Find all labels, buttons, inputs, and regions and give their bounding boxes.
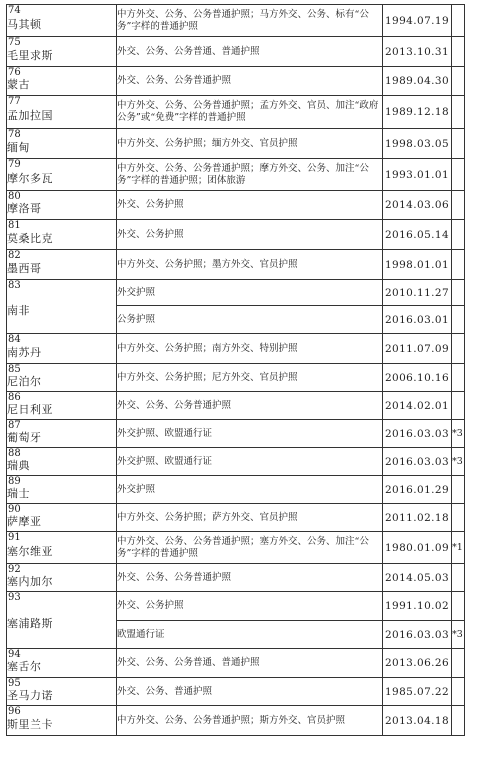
country-name: 塞尔维亚 xyxy=(7,544,53,558)
passport-types-cell: 欧盟通行证 xyxy=(117,621,383,649)
row-number: 83 xyxy=(8,280,21,291)
effective-date-cell: 2010.11.27 xyxy=(383,280,452,306)
country-cell xyxy=(7,191,117,220)
effective-date-cell: 1989.04.30 xyxy=(383,67,452,96)
effective-date-cell: 2014.03.06 xyxy=(383,191,452,220)
row-number: 86 xyxy=(8,392,21,403)
footnote-mark-cell xyxy=(452,5,465,37)
table-row xyxy=(7,67,465,96)
footnote-mark-cell xyxy=(452,678,465,706)
footnote-mark-cell xyxy=(452,306,465,334)
passport-types-cell: 外交、公务、公务普通、普通护照 xyxy=(117,37,383,67)
country-cell xyxy=(7,280,117,334)
country-cell xyxy=(7,5,117,37)
country-name: 葡萄牙 xyxy=(7,430,42,444)
country-name: 瑞典 xyxy=(7,458,30,472)
row-number: 93 xyxy=(8,592,21,603)
row-number: 89 xyxy=(8,476,21,487)
row-number: 95 xyxy=(8,678,21,689)
row-number: 75 xyxy=(8,37,21,48)
country-cell xyxy=(7,392,117,420)
country-cell xyxy=(7,504,117,532)
footnote-mark-cell xyxy=(452,592,465,621)
passport-types-cell: 外交、公务护照 xyxy=(117,220,383,250)
country-cell xyxy=(7,220,117,250)
passport-types-cell: 外交、公务、公务普通、普通护照 xyxy=(117,649,383,678)
country-cell xyxy=(7,706,117,736)
footnote-mark-cell xyxy=(452,476,465,504)
passport-types-cell: 外交、公务、公务普通护照 xyxy=(117,564,383,592)
row-number: 88 xyxy=(8,448,21,459)
table-row xyxy=(7,392,465,420)
table-row xyxy=(7,250,465,280)
table-row xyxy=(7,191,465,220)
row-number: 94 xyxy=(8,649,21,660)
footnote-mark-cell xyxy=(452,280,465,306)
passport-types-cell: 外交、公务、公务普通护照 xyxy=(117,392,383,420)
table-row xyxy=(7,280,465,306)
row-number: 84 xyxy=(8,334,21,345)
passport-types-cell: 公务护照 xyxy=(117,306,383,334)
row-number: 77 xyxy=(8,96,21,107)
country-cell xyxy=(7,532,117,564)
row-number: 85 xyxy=(8,364,21,375)
country-cell xyxy=(7,649,117,678)
row-number: 92 xyxy=(8,564,21,575)
effective-date-cell: 1991.10.02 xyxy=(383,592,452,621)
footnote-mark-cell xyxy=(452,334,465,364)
footnote-mark-cell xyxy=(452,159,465,191)
footnote-mark-cell xyxy=(452,37,465,67)
effective-date-cell: 2016.03.03 xyxy=(383,420,452,448)
country-name: 圣马力诺 xyxy=(7,688,53,702)
passport-types-cell: 外交护照、欧盟通行证 xyxy=(117,420,383,448)
country-name: 塞舌尔 xyxy=(7,660,42,673)
effective-date-cell: 1998.03.05 xyxy=(383,129,452,159)
passport-types-cell: 外交、公务护照 xyxy=(117,191,383,220)
row-number: 87 xyxy=(8,420,21,431)
country-cell xyxy=(7,592,117,649)
footnote-mark-cell xyxy=(452,67,465,96)
effective-date-cell: 2014.02.01 xyxy=(383,392,452,420)
table-row xyxy=(7,532,465,564)
country-name: 莫桑比克 xyxy=(7,231,53,245)
effective-date-cell: 2013.04.18 xyxy=(383,706,452,736)
effective-date-cell: 2011.07.09 xyxy=(383,334,452,364)
effective-date-cell: 1994.07.19 xyxy=(383,5,452,37)
passport-types-cell: 外交护照 xyxy=(117,280,383,306)
passport-types-cell: 外交、公务护照 xyxy=(117,592,383,621)
country-cell xyxy=(7,37,117,67)
passport-types-cell: 外交护照 xyxy=(117,476,383,504)
country-name: 蒙古 xyxy=(7,78,30,91)
country-name: 尼日利亚 xyxy=(7,402,53,416)
table-row xyxy=(7,504,465,532)
country-cell xyxy=(7,476,117,504)
passport-types-cell: 中方外交、公务护照；墨方外交、官员护照 xyxy=(117,250,383,280)
row-number: 74 xyxy=(8,5,21,16)
row-number: 79 xyxy=(8,159,21,170)
table-row xyxy=(7,129,465,159)
effective-date-cell: 2016.03.03 xyxy=(383,621,452,649)
passport-types-cell: 中方外交、公务护照；缅方外交、官员护照 xyxy=(117,129,383,159)
row-number: 91 xyxy=(8,532,21,543)
table-row xyxy=(7,678,465,706)
row-number: 81 xyxy=(8,220,21,231)
footnote-mark-cell: *1 xyxy=(452,532,465,564)
effective-date-cell: 1980.01.09 xyxy=(383,532,452,564)
table-row xyxy=(7,220,465,250)
passport-types-cell: 中方外交、公务、公务普通护照；塞方外交、公务、加注“公务”字样的普通护照 xyxy=(117,532,383,564)
effective-date-cell: 1985.07.22 xyxy=(383,678,452,706)
footnote-mark-cell xyxy=(452,504,465,532)
country-name: 瑞士 xyxy=(7,486,30,500)
table-row xyxy=(7,649,465,678)
country-name: 孟加拉国 xyxy=(7,109,53,122)
passport-types-cell: 外交、公务、普通护照 xyxy=(117,678,383,706)
passport-types-cell: 中方外交、公务护照；萨方外交、官员护照 xyxy=(117,504,383,532)
effective-date-cell: 2013.06.26 xyxy=(383,649,452,678)
passport-types-cell: 中方外交、公务护照；尼方外交、官员护照 xyxy=(117,364,383,392)
row-number: 96 xyxy=(8,706,21,717)
country-cell xyxy=(7,564,117,592)
table-row xyxy=(7,5,465,37)
country-cell xyxy=(7,334,117,364)
effective-date-cell: 1998.01.01 xyxy=(383,250,452,280)
country-cell xyxy=(7,96,117,129)
footnote-mark-cell xyxy=(452,250,465,280)
table-row xyxy=(7,37,465,67)
country-name: 萨摩亚 xyxy=(7,514,42,528)
footnote-mark-cell xyxy=(452,649,465,678)
footnote-mark-cell xyxy=(452,191,465,220)
country-name: 斯里兰卡 xyxy=(7,717,53,731)
country-cell xyxy=(7,129,117,159)
country-name: 塞内加尔 xyxy=(7,574,53,588)
country-name: 毛里求斯 xyxy=(7,48,53,62)
table-row xyxy=(7,592,465,621)
country-name: 南苏丹 xyxy=(7,345,42,359)
table-row xyxy=(7,564,465,592)
country-name: 尼泊尔 xyxy=(7,374,42,388)
footnote-mark-cell xyxy=(452,96,465,129)
effective-date-cell: 1989.12.18 xyxy=(383,96,452,129)
table-row xyxy=(7,159,465,191)
table-row xyxy=(7,420,465,448)
country-cell xyxy=(7,67,117,96)
passport-types-cell: 外交护照、欧盟通行证 xyxy=(117,448,383,476)
country-cell xyxy=(7,159,117,191)
row-number: 90 xyxy=(8,504,21,515)
effective-date-cell: 2006.10.16 xyxy=(383,364,452,392)
table-row xyxy=(7,476,465,504)
effective-date-cell: 2016.03.01 xyxy=(383,306,452,334)
table-row xyxy=(7,364,465,392)
country-name: 墨西哥 xyxy=(7,261,42,275)
passport-types-cell: 中方外交、公务、公务普通护照；摩方外交、公务、加注“公务”字样的普通护照；团体旅游 xyxy=(117,159,383,191)
footnote-mark-cell: *3 xyxy=(452,448,465,476)
table-row xyxy=(7,96,465,129)
effective-date-cell: 2016.05.14 xyxy=(383,220,452,250)
effective-date-cell: 2013.10.31 xyxy=(383,37,452,67)
footnote-mark-cell xyxy=(452,392,465,420)
country-name: 马其顿 xyxy=(7,17,42,31)
footnote-mark-cell xyxy=(452,364,465,392)
row-number: 78 xyxy=(8,129,21,140)
footnote-mark-cell: *3 xyxy=(452,621,465,649)
visa-exemption-table xyxy=(6,4,465,736)
passport-types-cell: 中方外交、公务、公务普通护照；马方外交、公务、标有“公务”字样的普通护照 xyxy=(117,5,383,37)
country-name: 南非 xyxy=(7,303,30,317)
effective-date-cell: 2011.02.18 xyxy=(383,504,452,532)
effective-date-cell: 1993.01.01 xyxy=(383,159,452,191)
country-name: 缅甸 xyxy=(7,140,30,154)
table-row xyxy=(7,448,465,476)
footnote-mark-cell xyxy=(452,220,465,250)
effective-date-cell: 2016.03.03 xyxy=(383,448,452,476)
passport-types-cell: 外交、公务、公务普通护照 xyxy=(117,67,383,96)
footnote-mark-cell xyxy=(452,564,465,592)
row-number: 82 xyxy=(8,250,21,261)
row-number: 76 xyxy=(8,67,21,78)
country-cell xyxy=(7,448,117,476)
effective-date-cell: 2016.01.29 xyxy=(383,476,452,504)
country-name: 摩洛哥 xyxy=(7,202,42,215)
country-cell xyxy=(7,420,117,448)
table-row xyxy=(7,706,465,736)
country-cell xyxy=(7,678,117,706)
passport-types-cell: 中方外交、公务、公务普通护照；孟方外交、官员、加注“政府公务”或“免费”字样的普通护照 xyxy=(117,96,383,129)
table-row xyxy=(7,334,465,364)
effective-date-cell: 2014.05.03 xyxy=(383,564,452,592)
footnote-mark-cell: *3 xyxy=(452,420,465,448)
row-number: 80 xyxy=(8,191,21,202)
passport-types-cell: 中方外交、公务护照；南方外交、特别护照 xyxy=(117,334,383,364)
country-name: 摩尔多瓦 xyxy=(7,171,53,185)
passport-types-cell: 中方外交、公务、公务普通护照；斯方外交、官员护照 xyxy=(117,706,383,736)
footnote-mark-cell xyxy=(452,129,465,159)
country-name: 塞浦路斯 xyxy=(7,617,53,630)
footnote-mark-cell xyxy=(452,706,465,736)
country-cell xyxy=(7,364,117,392)
country-cell xyxy=(7,250,117,280)
